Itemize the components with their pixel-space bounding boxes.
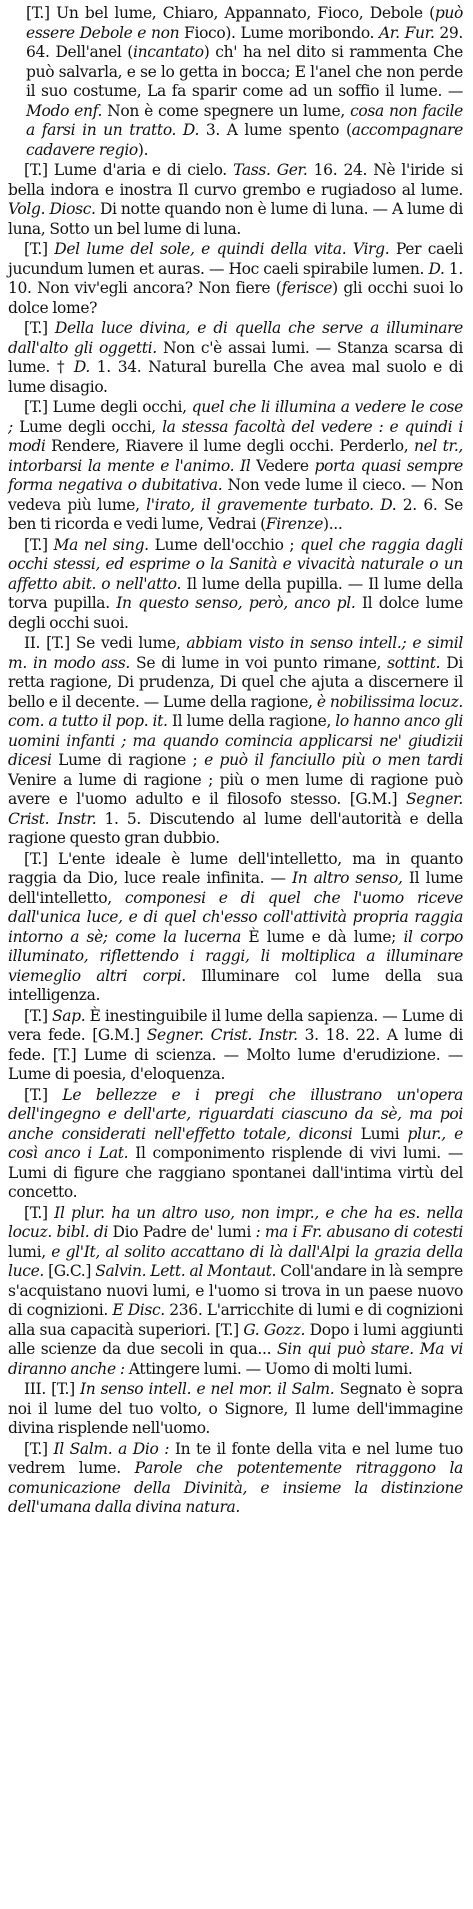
italic-text: può essere Debole e non: [26, 4, 463, 42]
paragraph: [8, 4, 463, 160]
paragraph: [8, 398, 463, 535]
italic-text: l'irato, il gravemente turbato. D.: [146, 495, 397, 514]
text-run: 1. 34. Natural burella Che avea mal suolo e di lume disagio.: [8, 358, 463, 396]
italic-text: : ma i Fr. abusano di cotesti: [255, 1223, 463, 1241]
italic-text: Segner. Crist. Instr.: [146, 1026, 298, 1044]
paragraph: [8, 536, 463, 634]
italic-text: Tass. Ger.: [233, 161, 308, 179]
text-run: Fioco). Lume moribondo.: [179, 23, 379, 42]
paragraph: [8, 1380, 463, 1439]
italic-text: quel che li illumina a vedere le cose ;: [8, 398, 463, 436]
italic-text: E Disc.: [112, 1301, 165, 1319]
italic-text: il corpo illuminato, riflettendo i raggi, li moltiplica a illuminare viemeglio altri corpi.: [8, 927, 464, 985]
text-run: Se di lume in voi punto rimane,: [129, 653, 388, 672]
text-run: )...: [323, 515, 343, 533]
text-run: [T.]: [24, 319, 55, 337]
text-run: [T.]: [24, 1203, 55, 1222]
italic-text: Sin qui può stare. Ma vi diranno anche :: [8, 1340, 463, 1378]
text-run: Il lume della pupilla. — Il lume della torva pupilla.: [8, 574, 464, 612]
text-run: Lume degli occhi,: [12, 417, 163, 436]
text-run: [T.]: [24, 240, 55, 258]
italic-text: Le bellezze e i pregi che illustrano un'opera dell'ingegno e dell'arte, riguardati ciascuno da sè, ma poi anche considerati nell'effetto totale, diconsi: [8, 1085, 463, 1143]
italic-text: In senso intell. e nel mor. il Salm.: [80, 1380, 335, 1398]
italic-text: plur., e così anco i Lat.: [8, 1124, 463, 1162]
italic-text: intorbarsi la mente e l'animo. Il: [8, 456, 251, 475]
text-run: Lume dell'occhio ;: [148, 535, 301, 554]
italic-text: Parole che potentemente ritraggono la comunicazione della Divinità, e insieme la distinzione dell'umana dalla divina natura.: [8, 1459, 463, 1516]
italic-text: porta quasi sempre forma negativa o dubitativa.: [8, 456, 463, 494]
paragraph: [8, 634, 463, 849]
text-run: Non c'è assai lumi. — Stanza scarsa di lume. †: [8, 338, 464, 376]
text-run: Dopo i lumi aggiunti alle scienze da due secoli in qua...: [8, 1320, 464, 1358]
paragraph: [8, 1086, 463, 1203]
paragraph: [8, 1204, 463, 1380]
text-run: 1. 5. Discutendo al lume dell'autorità e della ragione questo gran dubbio.: [8, 809, 463, 847]
text-run: ) ch' ha nel dito si rammenta Che può salvarla, e se lo getta in bocca; E l'anel che non perde il suo costume, La fa sparir come ad un soffio il lume. —: [26, 43, 463, 100]
text-run: II. [T.] Se vedi lume,: [24, 634, 187, 652]
text-run: [T.] Lume d'aria e di cielo.: [24, 161, 234, 179]
italic-text: incantato: [133, 43, 204, 61]
text-run: 236. L'arricchite di lumi e di cognizioni alla sua capacità superiori. [T.]: [8, 1301, 463, 1339]
text-run: 2. 6. Se ben ti ricorda e vedi lume, Vedrai (: [8, 495, 463, 533]
text-run: Il componimento risplende di vivi lumi. — Lumi di figure che raggiano spontanei dall'intima virtù del concetto.: [8, 1144, 463, 1201]
text-run: È inestinguibile il lume della sapienza. — Lume di vera fede. [G.M.]: [8, 1006, 464, 1044]
italic-text: In altro senso,: [291, 869, 403, 887]
italic-text: Ma nel sing.: [53, 535, 149, 554]
text-run: 1. 10. Non viv'egli ancora? Non fiere (: [8, 259, 463, 297]
paragraph: [8, 161, 463, 239]
italic-text: e può il fanciullo più o men tardi: [204, 751, 463, 769]
italic-text: componesi e di quel che l'uomo riceve dall'unica luce, e di quel ch'esso coll'attività propria raggia intorno a sè; come la lucerna: [8, 888, 463, 946]
italic-text: Firenze: [265, 515, 324, 533]
text-run: Il lume dell'intelletto,: [8, 869, 463, 907]
paragraph: [8, 1007, 463, 1085]
italic-text: accompagnare cadavere regio: [26, 121, 463, 159]
italic-text: Segner. Crist. Instr.: [8, 790, 463, 828]
text-run: 3. A lume spento (: [199, 121, 352, 139]
italic-text: nel tr.,: [413, 437, 463, 455]
text-run: Attingere lumi. — Uomo di molti lumi.: [124, 1359, 413, 1378]
paragraph: [8, 319, 463, 397]
text-run: Venire a lume di ragione ; più o men lume di ragione può avere e l'uomo adulto e il filosofo stesso. [G.M.]: [8, 770, 463, 808]
text-run: [T.]: [24, 1006, 53, 1025]
text-run: Segnato è sopra noi il lume del tuo volto, o Signore, Il lume dell'immagine divina risplende nell'uomo.: [8, 1380, 463, 1437]
text-run: 16. 24. Nè l'iride si bella indora e inostra Il curvo grembo e rugiadoso al lume.: [8, 161, 464, 199]
text-run: Rendere, Riavere il lume degli occhi. Perderlo,: [45, 437, 414, 455]
text-run: Vedere: [250, 456, 315, 475]
text-run: Non è come spegnere un lume,: [102, 101, 351, 120]
text-run: ).: [137, 140, 149, 159]
text-run: Dio Padre de' lumi: [108, 1223, 256, 1241]
italic-text: Modo enf.: [26, 101, 103, 120]
italic-text: cosa non facile a farsi in un tratto. D.: [26, 101, 463, 139]
italic-text: abbiam visto in senso intell.; e simil m. in modo ass.: [8, 634, 463, 672]
italic-text: Il plur. ha un altro uso, non impr., e che ha es. nella locuz. bibl. di: [8, 1203, 463, 1241]
text-run: Lumi: [352, 1124, 408, 1143]
italic-text: lo hanno anco gli uomini infanti ; ma quando comincia applicarsi ne' giudizii dicesi: [8, 712, 463, 769]
text-run: Illuminare col lume della sua intelligenza.: [8, 966, 463, 1004]
italic-text: ferisce: [281, 279, 333, 297]
italic-text: G. Gozz.: [243, 1320, 306, 1339]
text-run: III. [T.]: [24, 1380, 81, 1398]
dictionary-entry-lume: [8, 4, 463, 1518]
italic-text: Sap.: [52, 1006, 86, 1025]
text-run: [G.C.]: [43, 1262, 96, 1280]
italic-text: sottint.: [387, 653, 441, 672]
text-run: [T.] Lume degli occhi,: [24, 398, 192, 416]
text-run: Di retta ragione, Di prudenza, Di quel che ajuta a discernere il bello e il decente. — Lume della ragione,: [8, 653, 463, 711]
italic-text: la stessa facoltà del vedere : e quindi i modi: [8, 417, 463, 455]
text-run: Il dolce lume degli occhi suoi.: [8, 594, 463, 632]
text-run: ) gli occhi suoi lo dolce lome?: [8, 279, 463, 317]
text-run: 3. 18. 22. A lume di fede. [T.] Lume di scienza. — Molto lume d'erudizione. — Lume di poesia, d'eloquenza.: [8, 1026, 463, 1083]
italic-text: In questo senso, però, anco pl.: [116, 594, 356, 612]
text-run: Di notte quando non è lume di luna. — A lume di luna, Sotto un bel lume di luna.: [8, 200, 463, 238]
italic-text: e gl'It, al solito accattano di là dall'Alpi la grazia della luce.: [8, 1242, 463, 1280]
text-run: [T.]: [24, 535, 54, 554]
text-run: Per caeli jucundum lumen et auras. — Hoc caeli spirabile lumen.: [8, 240, 463, 278]
italic-text: D.: [428, 259, 445, 278]
text-run: In te il fonte della vita e nel lume tuo vedrem lume.: [8, 1439, 463, 1477]
text-run: lumi,: [8, 1242, 52, 1261]
text-run: [T.]: [24, 1439, 54, 1458]
paragraph: [8, 1440, 463, 1518]
text-run: [T.] Un bel lume, Chiaro, Appannato, Fioco, Debole (: [26, 4, 435, 22]
text-run: Non vede lume il cieco. — Non vedeva più lume,: [8, 476, 463, 514]
text-run: Lume di ragione ;: [51, 751, 205, 769]
italic-text: Il Salm. a Dio :: [53, 1439, 170, 1458]
paragraph: [8, 240, 463, 318]
paragraph: [8, 850, 463, 1006]
text-run: Il lume della ragione,: [167, 712, 336, 730]
italic-text: Della luce divina, e di quella che serve a illuminare dall'alto gli oggetti.: [8, 319, 464, 357]
text-run: Coll'andare in là sempre s'acquistano nuovi lumi, e l'uomo si trova in un paese nuovo di cognizioni.: [8, 1262, 463, 1319]
text-run: [T.]: [24, 1085, 63, 1104]
italic-text: Del lume del sole, e quindi della vita. Virg.: [54, 240, 390, 258]
italic-text: Volg. Diosc.: [8, 200, 96, 218]
text-run: 29. 64. Dell'anel (: [26, 23, 463, 61]
italic-text: quel che raggia dagli occhi stessi, ed esprime o la Sanità e vivacità naturale o un affetto abit. o nell'atto.: [8, 535, 464, 593]
text-run: È lume e dà lume;: [241, 927, 404, 946]
italic-text: Ar. Fur.: [378, 23, 435, 42]
italic-text: Salvin. Lett. al Montaut.: [95, 1262, 277, 1280]
italic-text: è nobilissima locuz. com. a tutto il pop. it.: [8, 692, 463, 730]
italic-text: D.: [73, 358, 90, 376]
text-run: [T.] L'ente ideale è lume dell'intelletto, ma in quanto raggia da Dio, luce reale infinita. —: [8, 849, 463, 887]
